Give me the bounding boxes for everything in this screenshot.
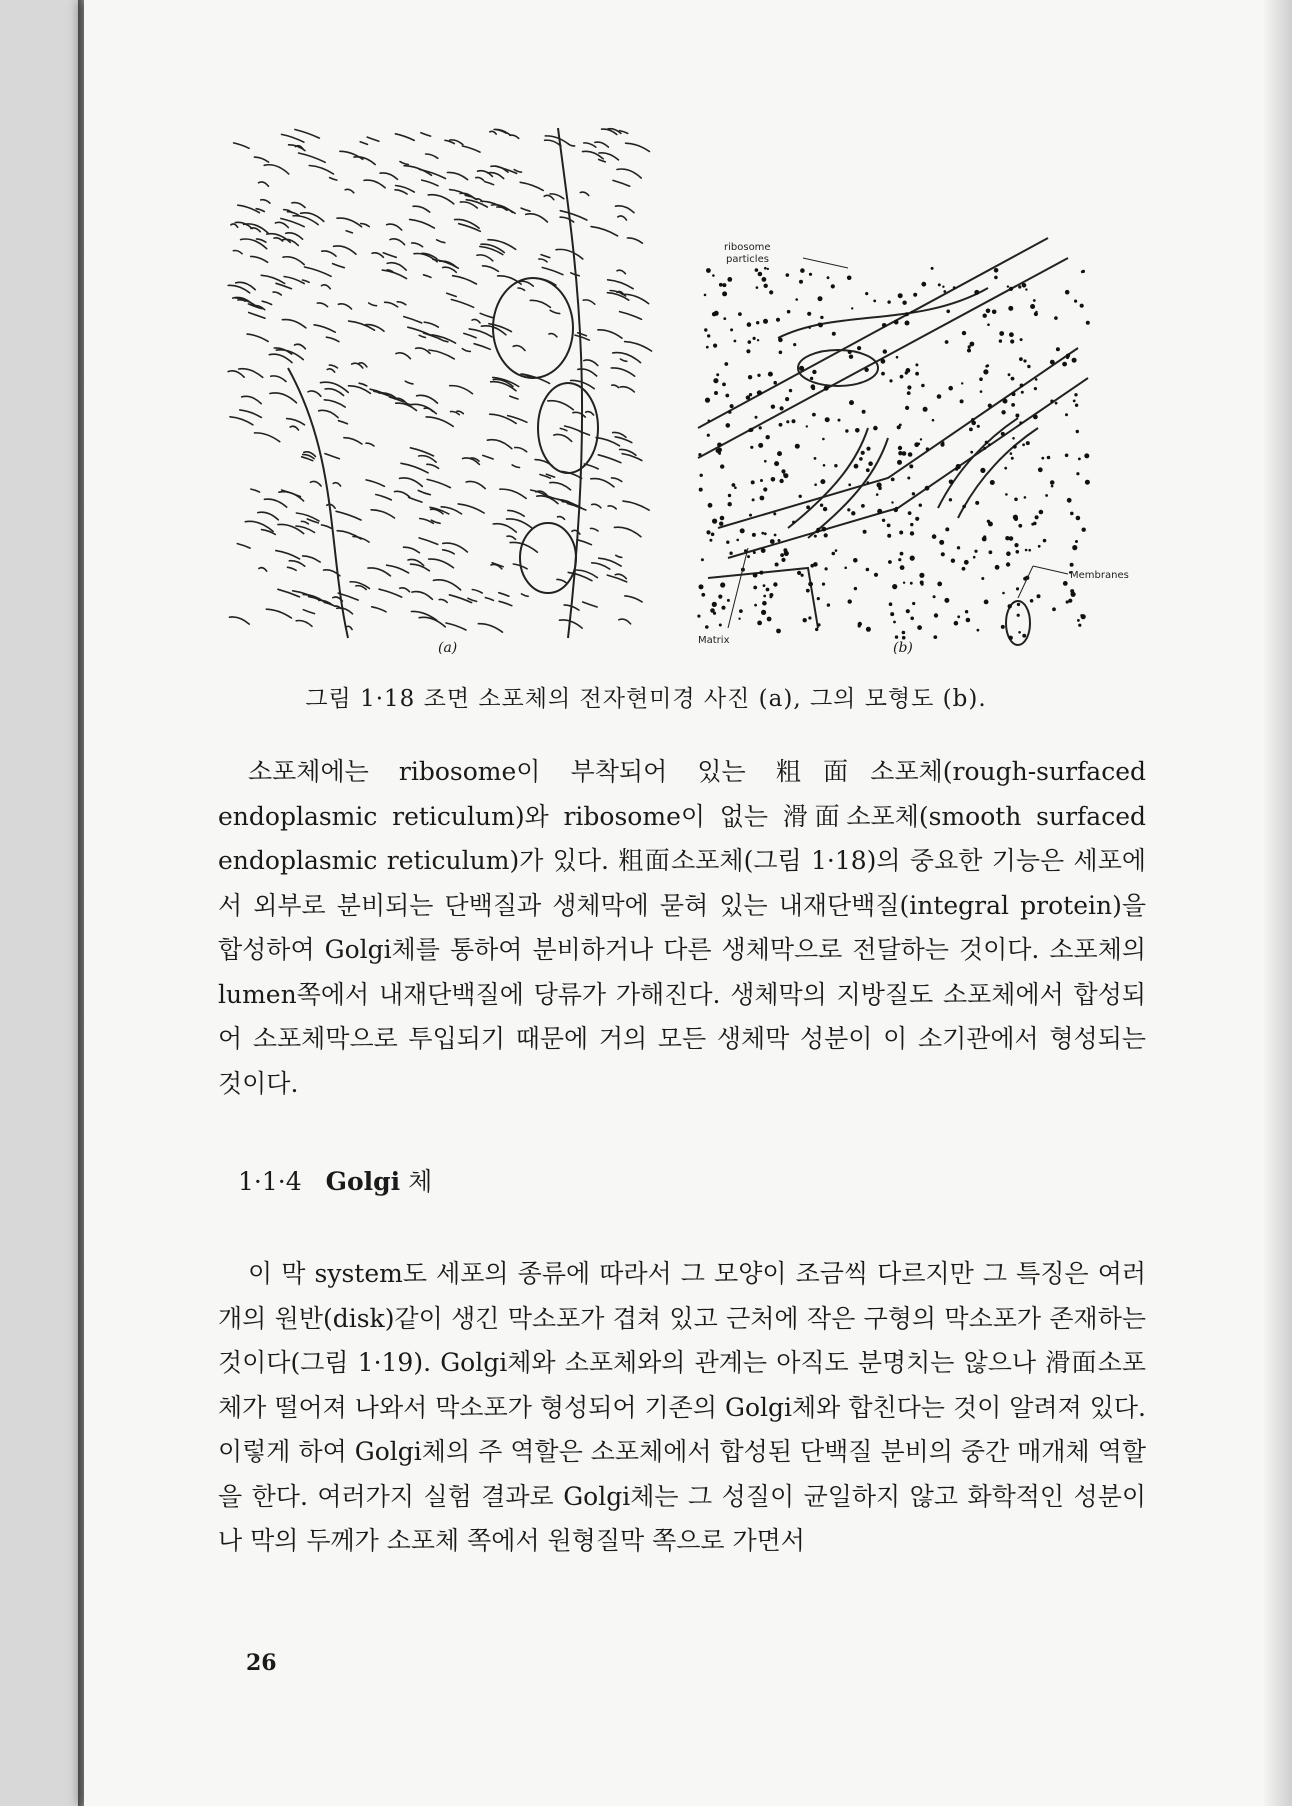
matrix-label: Matrix	[698, 635, 730, 646]
membranes-label: Membranes	[1070, 570, 1129, 581]
page-number: 26	[246, 1650, 277, 1676]
paragraph-rough-er	[218, 750, 1146, 1106]
ribosome-particles-label-line1: ribosome	[724, 242, 771, 253]
page-edge-right	[1264, 0, 1292, 1806]
paragraph-golgi	[218, 1252, 1146, 1564]
section-number: 1·1·4	[238, 1167, 302, 1196]
section-title-suffix: 체	[408, 1167, 433, 1196]
panel-a-label: (a)	[438, 640, 458, 656]
rough-er-model-panel-b	[688, 228, 1129, 648]
ribosome-particles-label-line2: particles	[726, 254, 769, 265]
paragraph-2-text: 이 막 system도 세포의 종류에 따라서 그 모양이 조금씩 다르지만 그 특징은 여러 개의 원반(disk)같이 생긴 막소포가 겹쳐 있고 근처에 작은 구형의 막소포가 존재하는 것이다(그림 1·19). Golgi체와 소포체와의 관계는 아직도 분명치는 않으나 滑面소포체가 떨어져 나와서 막소포가 형성되어 기존의 Golgi체와 합친다는 것이 알려져 있다. 이렇게 하여 Golgi체의 주 역할은 소포체에서 합성된 단백질 분비의 중간 매개체 역할을 한다. 여러가지 실험 결과로 Golgi체는 그 성질이 균일하지 않고 화학적인 성분이나 막의 두께가 소포체 쪽에서 원형질막 쪽으로 가면서	[218, 1259, 1146, 1555]
micrograph-panel-a	[228, 128, 638, 638]
figure-1-18	[228, 128, 1129, 658]
figure-caption: 그림 1·18 조면 소포체의 전자현미경 사진 (a), 그의 모형도 (b).	[305, 686, 987, 712]
section-heading	[238, 1162, 432, 1198]
panel-b-label: (b)	[893, 640, 913, 656]
paragraph-1-text: 소포체에는 ribosome이 부착되어 있는 粗面소포체(rough-surfaced endoplasmic reticulum)와 ribosome이 없는 滑面소포체(smooth surfaced endoplasmic reticulum)가 있다. 粗面소포체(그림 1·18)의 중요한 기능은 세포에서 외부로 분비되는 단백질과 생체막에 묻혀 있는 내재단백질(integral protein)을 합성하여 Golgi체를 통하여 분비하거나 다른 생체막으로 전달하는 것이다. 소포체의 lumen쪽에서 내재단백질에 당류가 가해진다. 생체막의 지방질도 소포체에서 합성되어 소포체막으로 투입되기 때문에 거의 모든 생체막 성분이 이 소기관에서 형성되는 것이다.	[218, 757, 1146, 1098]
section-title: Golgi	[325, 1167, 401, 1196]
